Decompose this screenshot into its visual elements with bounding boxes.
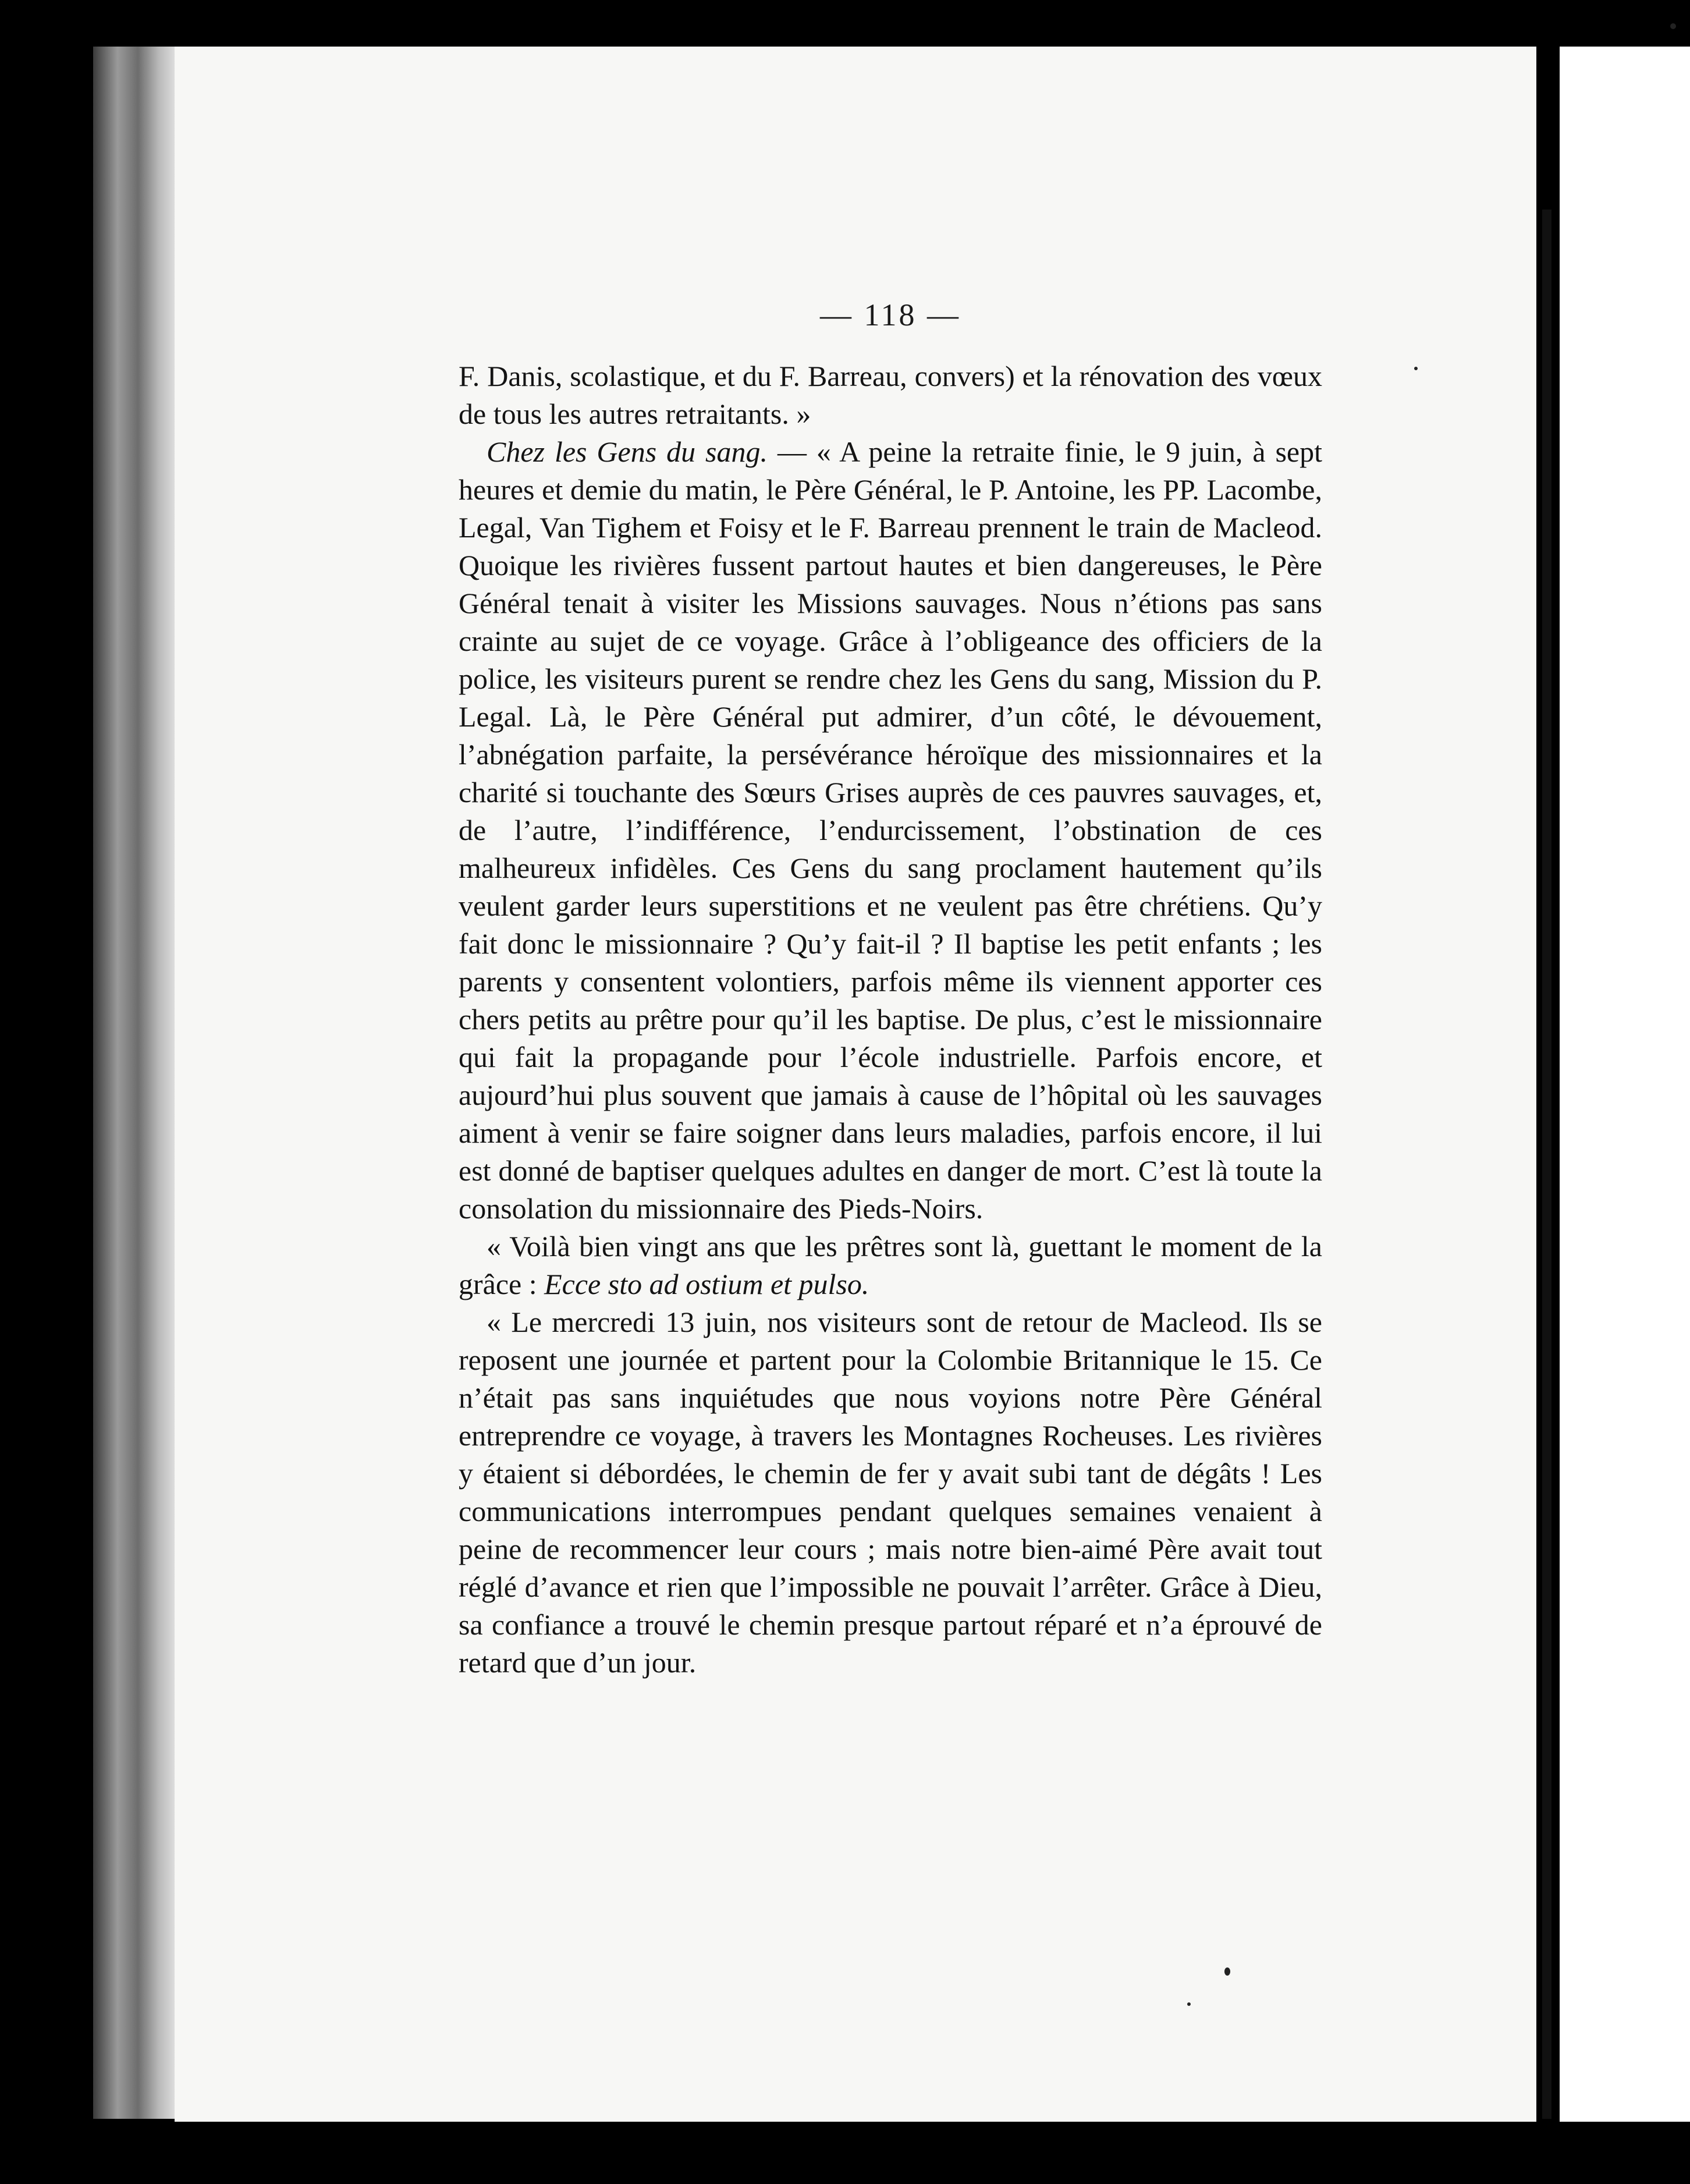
scan-speck bbox=[1414, 367, 1418, 370]
book-gutter-shadow bbox=[1542, 210, 1551, 2119]
body-text bbox=[459, 357, 1322, 1682]
text-segment: — « A peine la retraite finie, le 9 juin, à sept heures et demie du matin, le Père Général, le P. Antoine, les PP. Lacombe, Legal, Van Tighem et Foisy et le F. Barreau prennent le train de Macleod. Quoique les rivières fussent partout hautes et bien dangereuses, le Père Général tenait à visiter les Missions sauvages. Nous n’étions pas sans crainte au sujet de ce voyage. Grâce à l’obligeance des officiers de la police, les visiteurs purent se rendre chez les Gens du sang, Mission du P. Legal. Là, le Père Général put admirer, d’un côté, le dévouement, l’abnégation parfaite, la persévérance héroïque des missionnaires et la charité si touchante des Sœurs Grises auprès de ces pauvres sauvages, et, de l’autre, l’indifférence, l’endurcissement, l’obstination de ces malheureux infidèles. Ces Gens du sang proclament hautement qu’ils veulent garder leurs superstitions et ne veulent pas être chrétiens. Qu’y fait donc le missionnaire ? Qu’y fait-il ? Il baptise les petit enfants ; les parents y consentent volontiers, parfois même ils viennent apporter ces chers petits au prêtre pour qu’il les baptise. De plus, c’est le missionnaire qui fait la propagande pour l’école industrielle. Parfois encore, et aujourd’hui plus souvent que jamais à cause de l’hôpital où les sauvages aiment à venir se faire soigner dans leurs maladies, parfois encore, il lui est donné de baptiser quelques adultes en danger de mort. C’est là toute la consolation du missionnaire des Pieds-Noirs. bbox=[459, 435, 1322, 1225]
text-segment: « Voilà bien vingt ans que les prêtres sont là, guettant le moment de la grâce : bbox=[459, 1230, 1322, 1300]
paragraph bbox=[459, 1228, 1322, 1303]
paragraph bbox=[459, 433, 1322, 1228]
scan-speck bbox=[1670, 23, 1676, 29]
text-segment: F. Danis, scolastique, et du F. Barreau, convers) et la rénovation des vœux de tous les autres retraitants. » bbox=[459, 360, 1322, 430]
book-page-edges bbox=[93, 47, 175, 2119]
scan-speck bbox=[1224, 1967, 1230, 1976]
italic-text-segment: Chez les Gens du sang. bbox=[487, 435, 768, 468]
paragraph bbox=[459, 357, 1322, 433]
italic-text-segment: Ecce sto ad ostium et pulso. bbox=[544, 1268, 869, 1300]
facing-page-strip bbox=[1560, 47, 1690, 2122]
page-number: — 118 — bbox=[820, 297, 961, 332]
scan-speck bbox=[1187, 2002, 1191, 2006]
text-segment: « Le mercredi 13 juin, nos visiteurs sont de retour de Macleod. Ils se reposent une journée et partent pour la Colombie Britannique le 15. Ce n’était pas sans inquiétudes que nous voyions notre Père Général entreprendre ce voyage, à travers les Montagnes Rocheuses. Les rivières y étaient si débordées, le chemin de fer y avait subi tant de dégâts ! Les communications interrompues pendant quelques semaines venaient à peine de recommencer leur cours ; mais notre bien-aimé Père avait tout réglé d’avance et rien que l’impossible ne pouvait l’arrêter. Grâce à Dieu, sa confiance a trouvé le chemin presque partout réparé et n’a éprouvé de retard que d’un jour. bbox=[459, 1306, 1322, 1679]
paragraph bbox=[459, 1303, 1322, 1682]
